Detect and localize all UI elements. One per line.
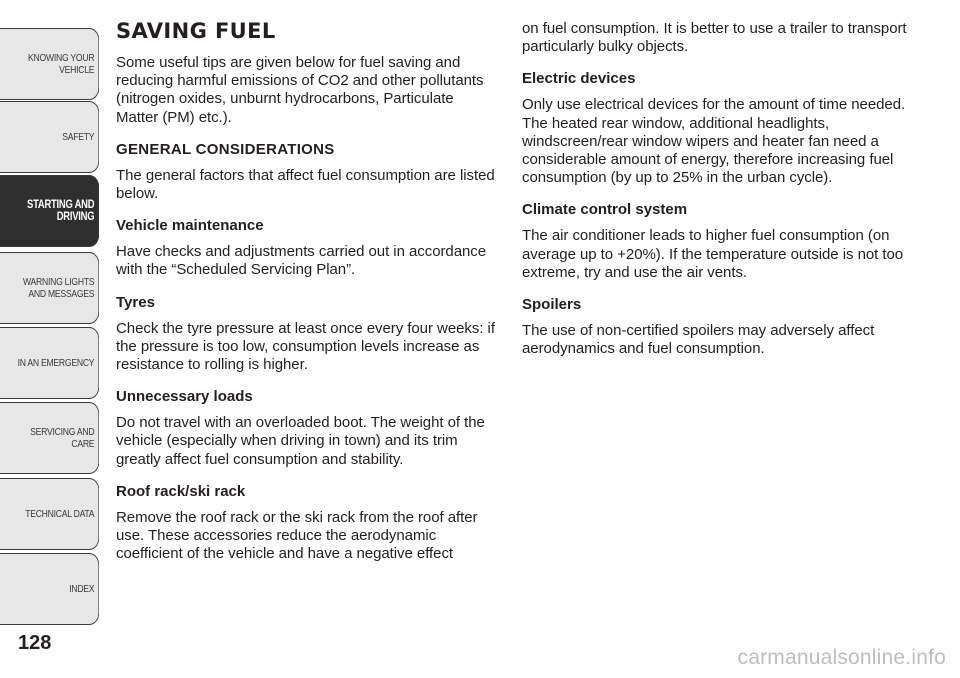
spoilers-text: The use of non-certified spoilers may adversely affect aerodynamics and fuel consumption. bbox=[522, 322, 875, 358]
tab-technical-data[interactable] bbox=[0, 478, 99, 550]
tab-safety[interactable] bbox=[0, 101, 99, 173]
climate-control-heading: Climate control system bbox=[522, 201, 688, 219]
roof-rack-text: Remove the roof rack or the ski rack from the roof after use. These accessories reduce the aerodynamic coefficient of the vehicle and have a negative effect bbox=[116, 508, 478, 563]
tab-label: INDEX bbox=[69, 583, 95, 595]
right-column bbox=[522, 18, 922, 358]
tab-starting-and-driving[interactable] bbox=[0, 175, 99, 247]
tab-warning-lights-and-messages[interactable] bbox=[0, 252, 99, 324]
watermark: carmanualsonline.info bbox=[737, 646, 946, 669]
section-title: SAVING FUEL bbox=[116, 19, 276, 43]
page-number: 128 bbox=[18, 632, 52, 654]
electric-devices-text: Only use electrical devices for the amount of time needed. The heated rear window, additional headlights, windscreen/rear window wipers and heater fan need a considerable amount of energy, therefore increasing fuel consumption (by up to 25% in the urban cycle). bbox=[522, 96, 906, 187]
tab-label: WARNING LIGHTS AND MESSAGES bbox=[22, 276, 95, 300]
tab-label: SAFETY bbox=[62, 131, 95, 143]
climate-control-text: The air conditioner leads to higher fuel consumption (on average up to +20%). If the temperature outside is not too extreme, try and use the air vents. bbox=[522, 227, 904, 281]
unnecessary-loads-text: Do not travel with an overloaded boot. The weight of the vehicle (especially when driving in town) and its trim greatly affect fuel consumption and stability. bbox=[116, 414, 485, 468]
tab-label: TECHNICAL DATA bbox=[25, 508, 95, 520]
vehicle-maintenance-heading: Vehicle maintenance bbox=[116, 217, 264, 235]
tab-label: KNOWING YOUR VEHICLE bbox=[28, 52, 95, 76]
tyres-heading: Tyres bbox=[116, 293, 155, 311]
tyres-text: Check the tyre pressure at least once every four weeks: if the pressure is too low, consumption levels increase as resistance to rolling is higher. bbox=[116, 319, 495, 374]
unnecessary-loads-heading: Unnecessary loads bbox=[116, 388, 253, 406]
roof-rack-heading: Roof rack/ski rack bbox=[116, 482, 246, 500]
spoilers-heading: Spoilers bbox=[522, 296, 582, 314]
general-considerations-heading: GENERAL CONSIDERATIONS bbox=[116, 140, 335, 158]
tab-in-an-emergency[interactable] bbox=[0, 327, 99, 399]
left-column bbox=[116, 18, 498, 563]
roof-rack-text-continued: on fuel consumption. It is better to use a trailer to transport particularly bulky objects. bbox=[522, 20, 907, 56]
vehicle-maintenance-text: Have checks and adjustments carried out in accordance with the “Scheduled Servicing Plan”. bbox=[116, 243, 487, 279]
general-considerations-text: The general factors that affect fuel consumption are listed below. bbox=[116, 166, 495, 203]
tab-knowing-your-vehicle[interactable] bbox=[0, 28, 99, 100]
intro-paragraph: Some useful tips are given below for fuel saving and reducing harmful emissions of CO2 and other pollutants (nitrogen oxides, unburnt hydrocarbons, Particulate Matter (PM) etc.). bbox=[116, 54, 484, 126]
electric-devices-heading: Electric devices bbox=[522, 70, 636, 88]
chapter-tabs bbox=[0, 0, 100, 630]
tab-label: IN AN EMERGENCY bbox=[17, 357, 95, 369]
tab-label: STARTING AND DRIVING bbox=[27, 199, 95, 223]
tab-label: SERVICING AND CARE bbox=[30, 426, 95, 450]
tab-servicing-and-care[interactable] bbox=[0, 402, 99, 474]
tab-index[interactable] bbox=[0, 553, 99, 625]
